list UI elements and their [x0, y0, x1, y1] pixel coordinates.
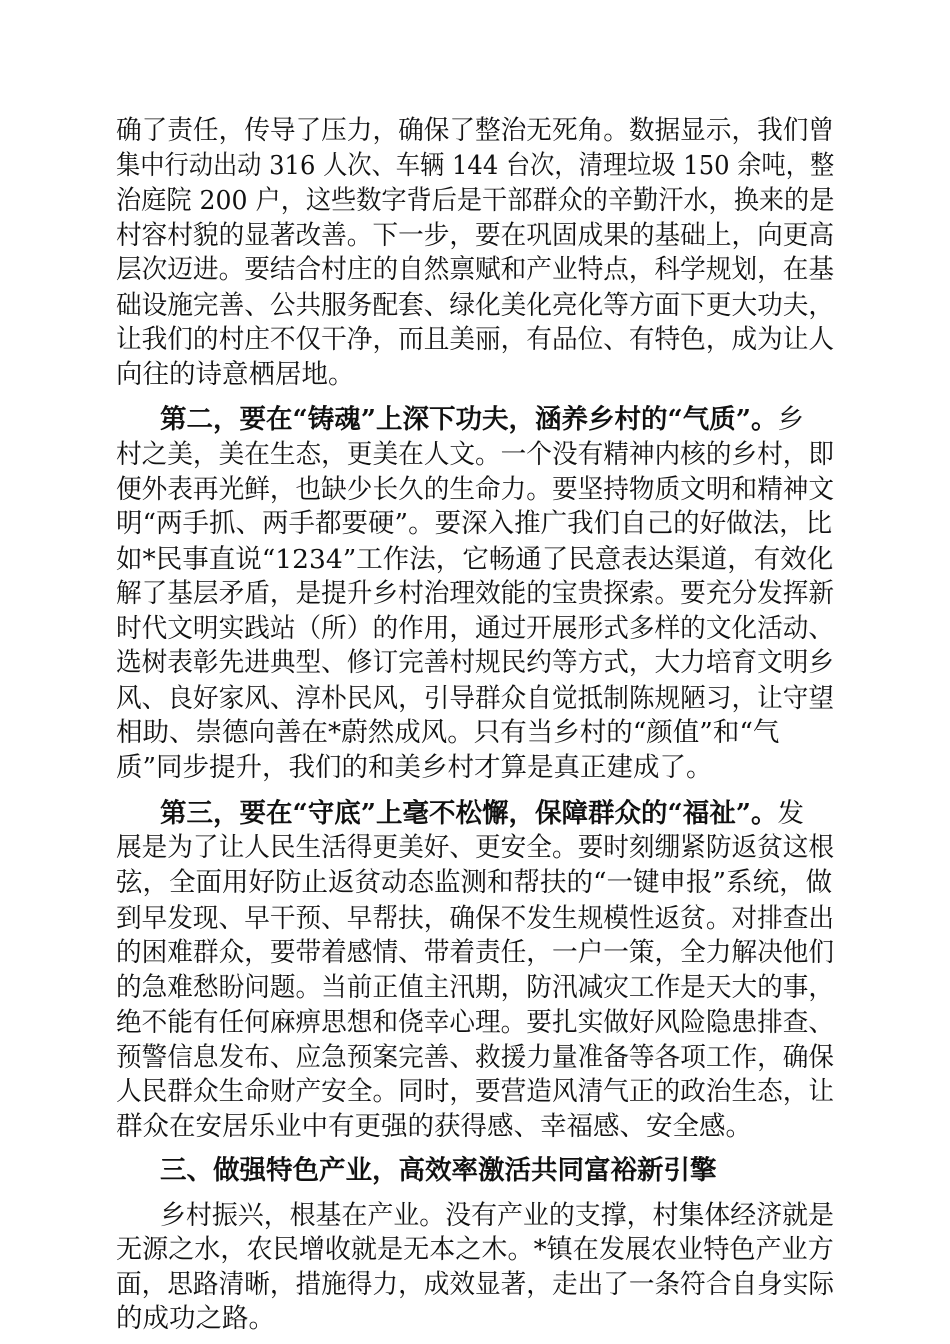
- paragraph-heading: 第三，要在“守底”上毫不松懈，保障群众的“福祉”。: [160, 797, 778, 829]
- paragraph-line: 治庭院 200 户，这些数字背后是干部群众的辛勤汗水，换来的是: [116, 185, 835, 217]
- paragraph-line: 础设施完善、公共服务配套、绿化美化亮化等方面下更大功夫，: [116, 289, 835, 321]
- paragraph-line: 明“两手抓、两手都要硬”。要深入推广我们自己的好做法，比: [116, 508, 833, 540]
- paragraph-line: 村之美，美在生态，更美在人文。一个没有精神内核的乡村，即: [116, 439, 835, 471]
- paragraph-line: 让我们的村庄不仅干净，而且美丽，有品位、有特色，成为让人: [116, 324, 835, 356]
- paragraph-line: 的困难群众，要带着感情、带着责任，一户一策，全力解决他们: [116, 937, 835, 969]
- paragraph-line: 解了基层矛盾，是提升乡村治理效能的宝贵探索。要充分发挥新: [116, 578, 835, 610]
- paragraph-line: 集中行动出动 316 人次、车辆 144 台次，清理垃圾 150 余吨，整: [116, 150, 835, 182]
- section-heading: 三、做强特色产业，高效率激活共同富裕新引擎: [160, 1154, 717, 1186]
- paragraph-line: 选树表彰先进典型、修订完善村规民约等方式，大力培育文明乡: [116, 647, 835, 679]
- paragraph-line: 展是为了让人民生活得更美好、更安全。要时刻绷紧防返贫这根: [116, 832, 835, 864]
- paragraph-line: 时代文明实践站（所）的作用，通过开展形式多样的文化活动、: [116, 612, 835, 644]
- paragraph-text: 乡: [777, 403, 804, 435]
- paragraph-line: 如*民事直说“1234”工作法，它畅通了民意表达渠道，有效化: [116, 543, 834, 575]
- paragraph-line: 风、良好家风、淳朴民风，引导群众自觉抵制陈规陋习，让守望: [116, 682, 835, 714]
- paragraph-line: 向往的诗意栖居地。: [116, 358, 355, 390]
- paragraph-line: 层次迈进。要结合村庄的自然禀赋和产业特点，科学规划，在基: [116, 254, 835, 286]
- paragraph-line: 群众在安居乐业中有更强的获得感、幸福感、安全感。: [116, 1110, 752, 1142]
- paragraph-line: 确了责任，传导了压力，确保了整治无死角。数据显示，我们曾: [116, 115, 835, 146]
- paragraph-line: 质”同步提升，我们的和美乡村才算是真正建成了。: [116, 751, 713, 783]
- paragraph-first-line: [160, 402, 804, 438]
- paragraph-first-line: [160, 796, 804, 832]
- paragraph-line: 面，思路清晰，措施得力，成效显著，走出了一条符合自身实际: [116, 1268, 835, 1300]
- paragraph-heading: 第二，要在“铸魂”上深下功夫，涵养乡村的“气质”。: [160, 403, 778, 435]
- paragraph-line: 的急难愁盼问题。当前正值主汛期，防汛减灾工作是天大的事，: [116, 971, 835, 1003]
- paragraph-first-line: 乡村振兴，根基在产业。没有产业的支撑，村集体经济就是: [160, 1199, 834, 1231]
- paragraph-line: 便外表再光鲜，也缺少长久的生命力。要坚持物质文明和精神文: [116, 473, 835, 505]
- paragraph-text: 发: [777, 797, 804, 829]
- paragraph-line: 弦，全面用好防止返贫动态监测和帮扶的“一键申报”系统，做: [116, 867, 833, 899]
- paragraph-line: 无源之水，农民增收就是无本之木。*镇在发展农业特色产业方: [116, 1234, 834, 1266]
- paragraph-line: 绝不能有任何麻痹思想和侥幸心理。要扎实做好风险隐患排查、: [116, 1007, 835, 1039]
- paragraph-line: 村容村貌的显著改善。下一步，要在巩固成果的基础上，向更高: [116, 219, 835, 251]
- paragraph-line: 的成功之路。: [116, 1303, 275, 1335]
- paragraph-line: 预警信息发布、应急预案完善、救援力量准备等各项工作，确保: [116, 1041, 835, 1073]
- paragraph-line: 到早发现、早干预、早帮扶，确保不发生规模性返贫。对排查出: [116, 902, 835, 934]
- paragraph-line: 相助、崇德向善在*蔚然成风。只有当乡村的“颜值”和“气: [116, 717, 780, 749]
- paragraph-line: 人民群众生命财产安全。同时，要营造风清气正的政治生态，让: [116, 1076, 835, 1108]
